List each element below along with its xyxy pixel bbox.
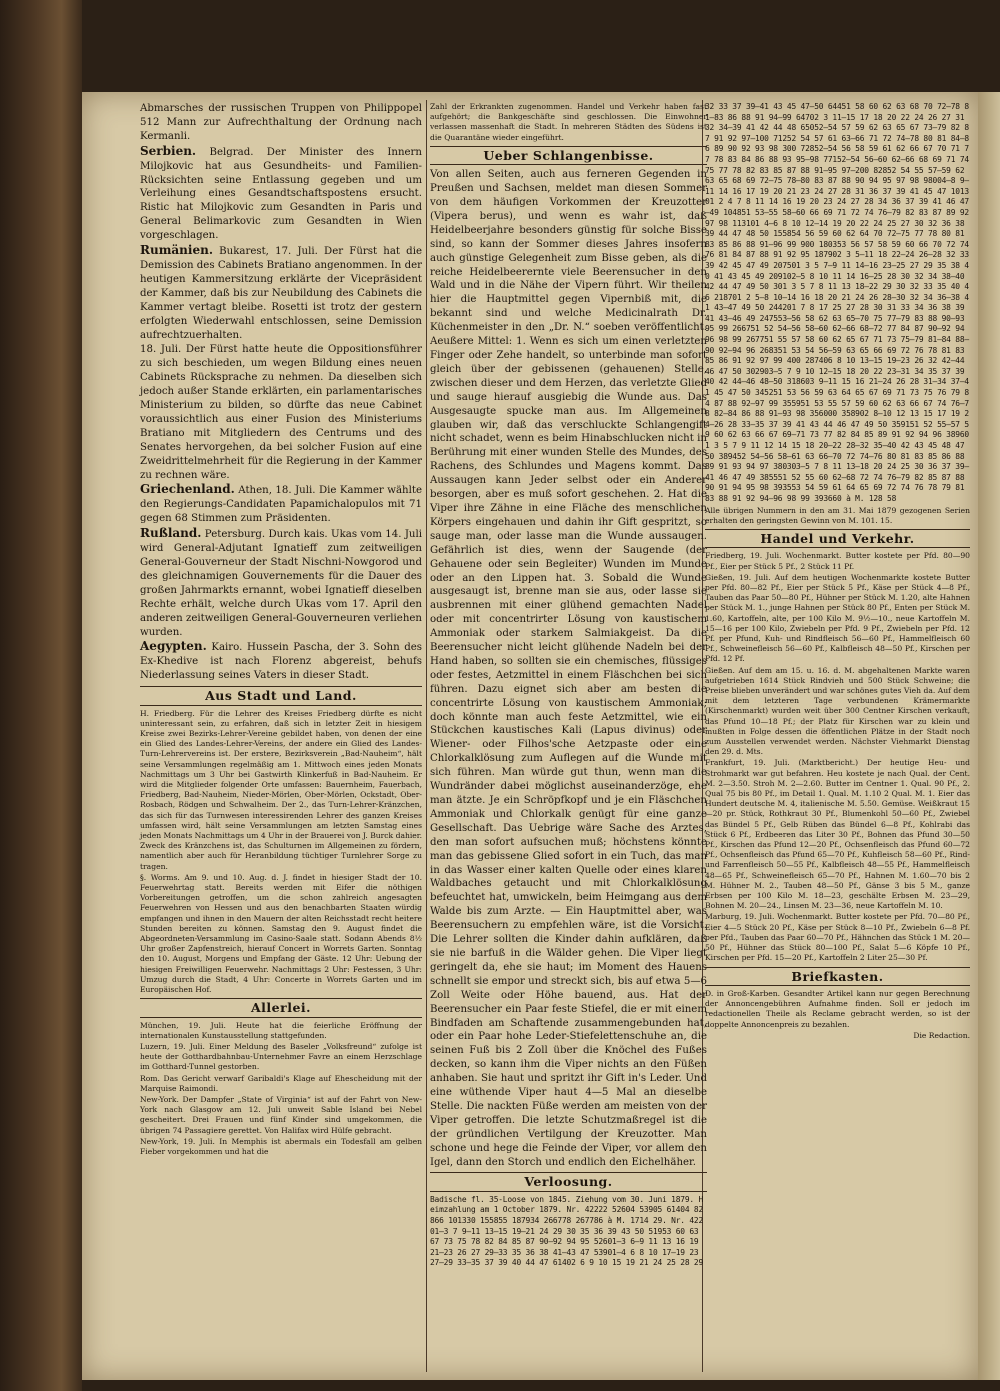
paragraph: München, 19. Juli. Heute hat die feierliche Eröffnung der internationalen Kunstausstellung stattgefunden. <box>140 1020 422 1040</box>
divider <box>140 998 422 999</box>
signature-redaction: Die Redaction. <box>913 1030 970 1040</box>
divider <box>430 146 707 147</box>
divider <box>705 547 970 548</box>
section-title-stadt-und-land: Aus Stadt und Land. <box>205 688 357 704</box>
paragraph: Zahl der Erkrankten zugenommen. Handel und Verkehr haben fast aufgehört; die Bankgeschäfte sind geschlossen. Die Einwohner verlassen massenhaft die Stadt. In mehreren Städten des Südens ist die Quarantäne wieder eingeführt. <box>430 102 707 142</box>
book-spine <box>0 0 82 1391</box>
paragraph: New-York, 19. Juli. In Memphis ist abermals ein Todesfall am gelben Fieber vorgekommen und hat die <box>140 1136 422 1157</box>
paragraph: 18. Juli. Der Fürst hatte heute die Oppositionsführer zu sich beschieden, um wegen Bildung eines neuen Cabinets Rücksprache zu nehmen. Da dieselben sich jedoch außer Stande erklärten, ein parlamentarisches Ministerium zu bilden, so dürfte das neue Cabinet voraussichtlich aus einer Fusion des Ministeriums Bratiano mit Mitgliedern des Centrums und des Senates hervorgehen, da bei solcher Fusion auf eine Zweidrittelmehrheit für die Regierung in der Kammer zu rechnen wäre. <box>140 344 422 481</box>
paragraph: Abmarsches der russischen Truppen von Philippopel 512 Mann zur Aufrechthaltung der Ordnung nach Kermanli. <box>140 103 422 142</box>
paragraph: Gießen. Auf dem am 15. u. 16. d. M. abgehaltenen Markte waren aufgetrieben 1614 Stück Rindvieh und 500 Stück Schweine; die Preise blieben unverändert und war schönes gutes Vieh da. Auf dem mit dem letzteren Tage verbundenen Krämermarkte (Kirschenmarkt) wurden weit über 300 Centner Kirschen verkauft, das Pfund 10—18 Pf.; der Platz für Kirschen war zu klein und mußten in Folge dessen die öffentlichen Plätze in der Stadt noch zum Ausstellen verwendet werden. Nächster Viehmarkt Dienstag den 29. d. Mts. <box>705 665 970 757</box>
column-middle <box>430 102 707 1270</box>
paragraph: H. Friedberg. Für die Lehrer des Kreises Friedberg dürfte es nicht uninteressant sein, zu erfahren, daß sich in letzter Zeit in hiesigem Kreise zwei Bezirks-Lehrer-Vereine gebildet haben, von denen der eine ein Glied des Landes-Lehrer-Vereins, der andere ein Glied des Landes-Turn-Lehrervereins ist. Der erstere, Bezirksverein „Bad-Nauheim“, hält seine Versammlungen regelmäßig am 1. Mittwoch eines jeden Monats Nachmittags um 3 Uhr bei Gastwirth Klinkerfuß in Bad-Nauheim. Er wird die Mitglieder folgender Orte umfassen: Bauernheim, Fauerbach, Friedberg, Bad-Nauheim, Nieder-Mörlen, Ober-Mörlen, Ockstadt, Ober-Rosbach, Rödgen und Schwalheim. Der 2., das Turn-Lehrer-Kränzchen, das sich für das Turnwesen interessirenden Lehrer des ganzen Kreises umfassen wird, hält seine Versammlungen am letzten Samstag eines jeden Monats Nachmittags um 4 Uhr in der Brauerei von J. Burck dahier. Zweck des Kränzchens ist, das Schulturnen im Allgemeinen zu fördern, namentlich aber auch für Heranbildung tüchtiger Turnlehrer Sorge zu tragen. <box>140 708 422 871</box>
section-heading: Serbien. <box>140 143 197 158</box>
column-left <box>140 102 422 1158</box>
article-rumaenien <box>140 244 422 342</box>
divider <box>705 529 970 530</box>
divider <box>430 164 707 165</box>
article-griechenland <box>140 483 422 526</box>
paragraph: D. in Groß-Karben. Gesandter Artikel kann nur gegen Berechnung der Annoncengebühren Aufnahme finden. Soll er jedoch im redactionellen Theile als Reclame gebracht werden, so ist der doppelte Annoncenpreis zu bezahlen. <box>705 988 970 1029</box>
paragraph: Luzern, 19. Juli. Einer Meldung des Baseler „Volksfreund“ zufolge ist heute der Gotthardbahnbau-Unternehmer Favre an einem Herzschlage im Gotthard-Tunnel gestorben. <box>140 1042 422 1072</box>
article-serbien <box>140 145 422 243</box>
paragraph: Bukarest, 17. Juli. Der Fürst hat die Demission des Cabinets Bratiano angenommen. In der heutigen Kammersitzung erklärte der Vicepräsident der Kammer, daß bis zur Neubildung des Cabinets die Kammer vertagt bleibe. Rosetti ist trotz der gestern erfolgten Wiederwahl entschlossen, seine Demission aufrechtzuerhalten. <box>140 246 422 341</box>
section-heading: Griechenland. <box>140 482 235 497</box>
paragraph: Alle übrigen Nummern in den am 31. Mai 1879 gezogenen Serien erhalten den geringsten Gewinn von M. 101. 15. <box>705 505 970 525</box>
column-right <box>705 102 970 1042</box>
paragraph: Belgrad. Der Minister des Innern Milojkovic hat aus Gesundheits- und Familien-Rücksichten seine Entlassung gegeben und um Verleihung eines Gesandtschaftspostens ersucht. Ristic hat Milojkovic zum Gesandten in Paris und General Belimarkovic zum Gesandten in Wien vorgeschlagen. <box>140 146 422 242</box>
paragraph: Rom. Das Gericht verwarf Garibaldi's Klage auf Ehescheidung mit der Marquise Raimondi. <box>140 1073 422 1093</box>
divider <box>430 1191 707 1192</box>
divider <box>140 686 422 687</box>
divider <box>705 967 970 968</box>
column-rule <box>426 100 427 1372</box>
paragraph: §. Worms. Am 9. und 10. Aug. d. J. findet in hiesiger Stadt der 10. Feuerwehrtag statt. Bereits werden mit Eifer die nöthigen Vorbereitungen getroffen, um die schon zahlreich angesagten Feuerwehren von Hessen und aus den benachbarten Staaten würdig empfangen und ihnen in den Mauern der alten Reichsstadt recht heitere Stunden bereiten zu können. Samstag den 9. August findet die Abgeordneten-Versammlung im Casino-Saale statt. Sodann Abends 8½ Uhr großer Zapfenstreich, hierauf Concert in Worrets Garten. Sonntag den 10. August, Morgens und Empfang der Gäste. 12 Uhr: Uebung der hiesigen Freiwilligen Feuerwehr. Nachmittags 2 Uhr: Festessen, 3 Uhr: Umzug durch die Stadt, 4 Uhr: Concerte in Worrets Garten und im Europäischen Hof. <box>140 872 422 995</box>
section-title-handel-und-verkehr: Handel und Verkehr. <box>760 530 915 546</box>
paragraph: Frankfurt, 19. Juli. (Marktbericht.) Der heutige Heu- und Strohmarkt war gut befahren. Heu kostete je nach Qual. der Cent. M. 2—3.50. Stroh M. 2—2.60. Butter im Centner 1. Qual. 90 Pf., 2. Qual 75 bis 80 Pf., im Detail 1. Qual. M. 1.10 2 Qual. M. 1. Eier das Hundert deutsche M. 4, italienische M. 5.50. Gemüse. Weißkraut 15—20 pr. Stück, Rothkraut 30 Pf., Blumenkohl 50—60 Pf., Zwiebel das Bündel 5 Pf., Gelb Rüben das Bündel 6—8 Pf., Kohlrabi das Stück 6 Pf., Erdbeeren das Liter 30 Pf., Bohnen das Pfund 30—50 Pf., Kirschen das Pfund 12—20 Pf., Ochsenfleisch das Pfund 60—72 Pf., Ochsenfleisch das Pfund 65—70 Pf., Kuhfleisch 58—60 Pf., Rind- und Farrenfleisch 50—55 Pf., Kalbfleisch 48—55 Pf., Hammelfleisch 48—65 Pf., Schweinefleisch 65—70 Pf., Hahnen M. 1.60—70 bis 2 M. Hühner M. 2., Tauben 48—50 Pf., Gänse 3 bis 5 M., ganze Erbsen per 100 Kilo M. 18—23, geschälte Erbsen M. 23—29, Bohnen M. 20—24., Linsen M. 23—36, neue Kartoffeln M. 10. <box>705 758 970 911</box>
lottery-numbers: Badische fl. 35-Loose von 1845. Ziehung vom 30. Juni 1879. Heimzahlung am 1 October 1879. Nr. 42222 52604 53905 61404 82866 101330 155855 187934 266778 267786 à M. 1714 29. Nr. 42201—3 7 9—11 13—15 19—21 24 29 30 35 36 39 43 50 51953 60 63 67 73 75 78 82 84 85 87 90—92 94 95 52601—3 6—9 11 13 16 19 21—23 26 27 29—33 35 36 38 41—43 47 53901—4 6 8 10 17—19 23 27—29 33—35 37 39 40 44 47 61402 6 9 10 15 19 21 24 25 28 29 <box>430 1194 704 1268</box>
section-title-schlangenbisse: Ueber Schlangenbisse. <box>483 147 654 163</box>
paragraph: Kairo. Hussein Pascha, der 3. Sohn des Ex-Khedive ist nach Florenz abgereist, behufs Niederlassung seines Vaters in dieser Stadt. <box>140 642 422 682</box>
section-heading: Rußland. <box>140 526 202 541</box>
section-title-verloosung: Verloosung. <box>524 1174 613 1190</box>
paragraph: Von allen Seiten, auch aus ferneren Gegenden in Preußen und Sachsen, meldet man diesen Sommer von dem häufigen Vorkommen der Kreuzotter (Vipera berus), und wenn es wahr ist, daß Heidelbeerjahre besonders günstig für solche Bisse sind, so kann der Sommer dieses Jahres insofern auch günstige Gelegenheit zum Bisse geben, als die reiche Heidelbeerernte viele Beerensucher in den Wald und in die Nähe der Vipern führt. Wir theilen hier die Hauptmittel gegen Vipernbiß mit, die bekannt sind und welche Medicinalrath Dr. Küchenmeister in den „Dr. N.“ soeben veröffentlicht. Aeußere Mittel: 1. Wenn es sich um einen verletzten Finger oder Zehe handelt, so unterbinde man sofort gleich über der gebissenen (gehauenen) Stelle, zwischen dieser und dem Herzen, das verletzte Glied und sauge hierauf ausgiebig die Wunde aus. Das Ausgesaugte spucke man aus. Im Allgemeinen glauben wir, daß das verschluckte Schlangengift nicht schadet, wenn es beim Hinabschlucken nicht in Berührung mit einer wunden Stelle des Mundes, des Rachens, des Schlundes und Magens kommt. Das Aussaugen kann Jeder selbst oder ein Anderer besorgen, aber es muß sofort geschehen. 2. Hat die Viper ihre Zähne in eine Fläche des menschlichen Körpers eingehauen und dahin ihr Gift gespritzt, so sauge man, oder lasse man die Wunde aussaugen. Gefährlich ist dies, wenn der Saugende (der Gehauene oder sein Begleiter) Wunden im Munde oder an den Lippen hat. 3. Sobald die Wunde ausgesaugt ist, brenne man sie aus, oder lasse sie ausbrennen mit einer glühend gemachten Nadel oder mit concentrirter Lösung von kaustischem Ammoniak oder starkem Salmiakgeist. Da die Beerensucher nicht leicht glühende Nadeln bei der Hand haben, so sollten sie ein chemisches, flüssiges oder festes, Aetzmittel in einem Fläschchen bei sich führen. Dazu eignet sich aber am besten die concentrirte Lösung von kaustischem Ammoniak; doch könnte man auch feste Aetzmittel, wie ein Stückchen kaustisches Kali (Lapus divinus) oder Wiener- oder Filhos'sche Aetzpaste oder eine Chlorkalklösung zum Auflegen auf die Wunde mit sich führen. Man würde gut thun, wenn man die Wundränder dabei möglichst auseinanderzöge, ehe man ätzte. Je ein Schröpfkopf und je ein Fläschchen Ammoniak und Chlorkalk genügt für eine ganze Gesellschaft. Das Uebrige wäre Sache des Arztes, den man sofort aufsuchen muß; höchstens könnte man das gebissene Glied sofort in ein Tuch, das man in das Wasser einer kalten Quelle oder eines klaren Waldbaches getaucht und mit Chlorkalklösung befeuchtet hat, umwickeln, beim Heimgang aus dem Walde bis zum Arzte. — Ein Hauptmittel aber, was Beerensuchern zu empfehlen wäre, ist die Vorsicht. Die Lehrer sollten die Kinder dahin aufklären, daß sie nie barfuß in die Wälder gehen. Die Viper liegt geringelt da, ehe sie haut; im Moment des Hauens schnellt sie empor und streckt sich, bis auf etwa 5—6 Zoll Weite oder Höhe bauend, aus. Hat der Beerensucher ein Paar feste Stiefel, die er mit einem Bindfaden am Schaftende zusammengebunden hat, oder ein Paar hohe Leder-Stiefelettenschuhe an, die seinen Fuß bis 2 Zoll über die Knöchel des Fußes decken, so kann ihm die Viper nichts an den Füßen anhaben. Sie haut und spritzt ihr Gift in's Leder. Und eine wüthende Viper haut 4—5 Mal an dieselbe Stelle. Die nackten Füße werden am meisten von der Viper getroffen. Die letzte Schutzmaßregel ist die der gründlichen Vertilgung der Kreuzotter. Man schone und hege die Feinde der Viper, vor allem den Igel, dann den Storch und endlich den Eichelhäher. <box>430 169 707 1168</box>
section-heading: Rumänien. <box>140 243 213 258</box>
divider <box>430 1172 707 1173</box>
section-title-briefkasten: Briefkasten. <box>791 968 884 984</box>
paragraph: Athen, 18. Juli. Die Kammer wählte den Regierungs-Candidaten Papamichalopulos mit 71 gegen 68 Stimmen zum Präsidenten. <box>140 485 422 525</box>
divider <box>140 1017 422 1018</box>
article-aegypten <box>140 640 422 683</box>
newspaper-page <box>82 92 978 1380</box>
paragraph: New-York. Der Dampfer „State of Virginia“ ist auf der Fahrt von New-York nach Glasgow am 12. Juli unweit Sable Island bei Nebel gescheitert. Drei Frauen und fünf Kinder sind umgekommen, die übrigen 74 Passagiere gerettet. Von Halifax wird Hülfe gebracht. <box>140 1095 422 1135</box>
section-title-allerlei: Allerlei. <box>250 1000 312 1016</box>
next-page-edge <box>978 92 1000 1380</box>
paragraph: Friedberg, 19. Juli. Wochenmarkt. Butter kostete per Pfd. 80—90 Pf., Eier per Stück 5 Pf., 2 Stück 11 Pf. <box>705 551 970 571</box>
paragraph: Gießen, 19. Juli. Auf dem heutigen Wochenmarkte kostete Butter per Pfd. 80—82 Pf., Eier per Stück 5 Pf., Käse per Stück 4—8 Pf., Tauben das Paar 50—80 Pf., Hühner per Stück M. 1.20, alte Hahnen per Stück M. 1., junge Hahnen per Stück 80 Pf., Enten per Stück M. 1.60, Kartoffeln, alte, per 100 Kilo M. 9½—10., neue Kartoffeln M. 15—16 per 100 Kilo, Zwiebeln per Pfd. 9 Pf., Zwiebeln per Pfd. 12 Pf. per Pfund, Kuh- und Rindfleisch 56—60 Pf., Hammelfleisch 60 Pf., Schweinefleisch 56—60 Pf., Kalbfleisch 48—50 Pf., Kirschen per Pfd. 12 Pf. <box>705 572 970 664</box>
section-heading: Aegypten. <box>140 639 207 654</box>
paragraph: Marburg, 19. Juli. Wochenmarkt. Butter kostete per Pfd. 70—80 Pf., Eier 4—5 Stück 20 Pf., Käse per Stück 8—10 Pf., Zwiebeln 6—8 Pf. per Pfd., Tauben das Paar 60—70 Pf., Hähnchen das Stück 1 M. 20—50 Pf., Hühner das Stück 80—100 Pf., Salat 5—6 Köpfe 10 Pf., Kirschen per Pfd. 15—20 Pf., Kartoffeln 2 Liter 25—30 Pf. <box>705 912 970 963</box>
paragraph: Petersburg. Durch kais. Ukas vom 14. Juli wird General-Adjutant Ignatieff zum zeitweiligen General-Gouverneur der Stadt Nischni-Nowgorod und des gleichnamigen Gouvernements für die Dauer des großen Jahrmarkts ernannt, wobei Ignatieff dieselben Rechte erhält, welche durch Ukas vom 17. April den anderen zeitweiligen General-Gouverneuren verliehen wurden. <box>140 529 422 638</box>
article-russland <box>140 527 422 639</box>
lottery-numbers: 32 33 37 39—41 43 45 47—50 64451 58 60 62 63 68 70 72—78 81—83 86 88 91 94—99 64702 3 11—15 17 18 20 22 24 26 27 31 32 34—39 41 42 44 48 65052—54 57 59 62 63 65 67 73—79 82 87 91 92 97—100 71252 54 57 61 63—66 71 72 74—78 80 81 84—86 89 90 92 93 98 300 72852—54 56 58 59 61 62 66 67 70 71 77 78 83 84 86 88 93 95—98 77152—54 56—60 62—66 68 69 71 74 75 77 78 82 83 85 87 88 91—95 97—200 82852 54 55 57—59 62 63 65 68 69 72—75 78—80 83 87 88 90 94 95 97 98 98004—8 9—11 14 16 17 19 20 21 23 24 27 28 31 36 37 39 41 45 47 101301 2 4 7 8 11 14 16 19 20 23 24 27 28 34 36 37 39 41 46 47—49 104851 53—55 58—60 66 69 71 72 74 76—79 82 83 87 89 92 97 98 113101 4—6 8 10 12—14 19 20 22 24 25 27 30 32 36 38 39 44 47 48 50 155854 56 59 60 62 64 70 72—75 77 78 80 81 83 85 86 88 91—96 99 900 180353 56 57 58 59 60 66 70 72 74 76 81 84 87 88 91 92 95 187902 3 5—11 18 22—24 26—28 32 33 39 42 45 47 49 207501 3 5 7—9 11 14—16 23—25 27 29 35 38 40 41 43 45 49 209102—5 8 10 11 14 16—25 28 30 32 34 38—40 42 44 47 49 50 301 3 5 7 8 11 13 18—22 29 30 32 33 35 40 46 218701 2 5—8 10—14 16 18 20 21 24 26 28—30 32 34 36—38 41 43—47 49 50 244201 7 8 17 25 27 28 30 31 33 34 36 38 39 41 43—46 49 247553—56 58 62 63 65—70 75 77—79 83 88 90—93 95 99 266751 52 54—56 58—60 62—66 68—72 77 84 87 90—92 94 96 98 99 267751 55 57 58 60 62 65 67 71 73 75—79 81—84 88—90 92—94 96 268351 53 54 56—59 63 65 66 69 72 76 78 81 83 85 86 91 92 97 99 400 287406 8 10 13—15 19—23 26 32 42—44 46 47 50 302903—5 7 9 10 12—15 18 20 22 23—31 34 35 37 39 40 42 44—46 48—50 318603 9—11 15 16 21—24 26 28 31—34 37—41 45 47 50 345251 53 56 59 63 64 65 67 69 71 73 75 76 79 84 87 88 92—97 99 355951 53 55 57 59 60 62 63 66 67 74 76—78 82—84 86 88 91—93 98 356000 358902 8—10 12 13 15 17 19 24—26 28 33—35 37 39 41 43 44 46 47 49 50 359151 52 55—57 59 60 62 63 66 67 69—71 73 77 82 84 85 89 91 92 94 96 389601 3 5 7 9 11 12 14 15 18 20—22 28—32 35—40 42 43 45 48 47 50 389452 54—56 58—61 63 66—70 72 74—76 80 81 83 85 86 88 89 91 93 94 97 380303—5 7 8 11 13—18 20 24 25 30 36 37 39—41 46 47 49 385551 52 55 60 62—68 72 74 76—79 82 85 87 88 90 91 94 95 98 393553 54 59 61 64 65 69 72 74 76 78 79 81 83 88 91 92 94—96 98 99 393660 à M. 128 58 <box>705 102 969 503</box>
divider <box>140 705 422 706</box>
divider <box>705 985 970 986</box>
